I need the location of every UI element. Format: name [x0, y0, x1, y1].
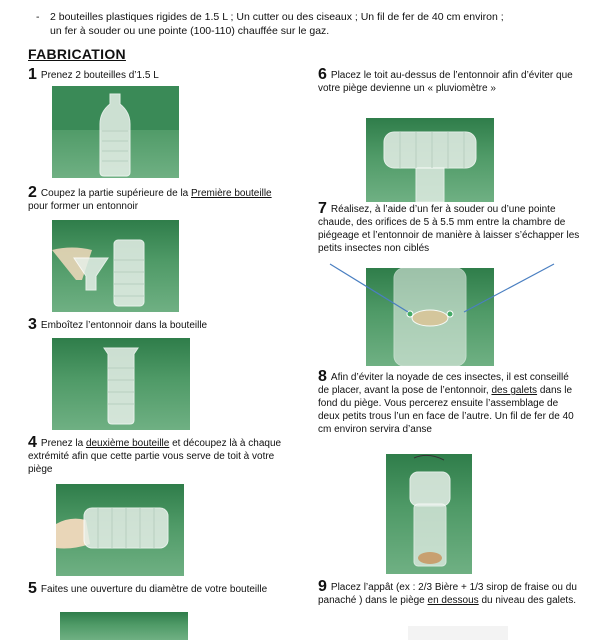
step-text: Prenez la — [40, 438, 86, 449]
step-text: Placez l’appât (ex : 2/3 Bière + 1/3 sirop de fraise ou du panaché ) dans le piège — [318, 582, 577, 606]
step-number: 4 — [28, 434, 37, 451]
photo-roof-placed — [366, 118, 494, 202]
step-4 — [28, 436, 290, 476]
step-number: 2 — [28, 184, 37, 201]
step-text-end: dans le fond du piège. Vous percerez ensuite l’assemblage de deux petits trous l’un en face de l’autre. Un fil de fer de 40 cm environ servira d’anse — [318, 385, 574, 435]
section-heading: FABRICATION — [28, 46, 126, 62]
materials-list — [36, 10, 576, 38]
photo-bait — [408, 626, 508, 640]
step-number: 1 — [28, 66, 37, 83]
photo-funnel-cut — [52, 220, 179, 312]
step-text: Emboîtez l’entonnoir dans la bouteille — [40, 320, 208, 331]
step-text-underlined: en dessous — [427, 595, 479, 606]
step-text: Prenez 2 bouteilles d’1.5 L — [40, 70, 159, 81]
step-number: 3 — [28, 316, 37, 333]
step-number: 6 — [318, 66, 327, 83]
photo-bottle — [52, 86, 179, 178]
materials-line-1: 2 bouteilles plastiques rigides de 1.5 L ; Un cutter ou des ciseaux ; Un fil de fer de 40 cm environ ; — [50, 11, 504, 23]
photo-roof-section — [56, 484, 184, 576]
step-1 — [28, 68, 288, 82]
photo-roof-opening — [60, 612, 188, 640]
step-text: Réalisez, à l’aide d’un fer à souder ou d’une pointe chaude, des orifices de 5 à 5.5 mm entre la chambre de piégeage et l’entonnoir de manière à laisser s’échapper les petits insectes non ciblés — [318, 204, 580, 254]
step-2 — [28, 186, 288, 213]
step-7 — [318, 202, 580, 255]
step-8 — [318, 370, 580, 436]
step-5 — [28, 582, 290, 596]
step-number: 9 — [318, 578, 327, 595]
step-text: Coupez la partie supérieure de la — [40, 188, 191, 199]
step-3 — [28, 318, 288, 332]
step-text-underlined: deuxième bouteille — [85, 438, 170, 449]
step-text: Faites une ouverture du diamètre de votre bouteille — [40, 584, 268, 595]
step-text-underlined: Première bouteille — [191, 188, 272, 199]
step-6 — [318, 68, 580, 95]
step-text-end: du niveau des galets. — [478, 595, 576, 606]
step-text: Afin d’éviter la noyade de ces insectes, il est conseillé de placer, avant la pose de l’entonnoir, — [318, 372, 569, 396]
materials-line-2: un fer à souder ou une pointe (100-110) chauffée sur le gaz. — [50, 25, 330, 37]
list-dash: - — [36, 11, 40, 23]
pointer-arrows — [328, 262, 558, 322]
photo-funnel-inserted — [52, 338, 190, 430]
step-number: 8 — [318, 368, 327, 385]
step-number: 7 — [318, 200, 327, 217]
step-text-end: et découpez là à chaque extrémité afin que cette partie vous serve de toit à votre piège — [28, 438, 282, 475]
step-text-end: pour former un entonnoir — [28, 201, 139, 212]
step-text-underlined: des galets — [491, 385, 538, 396]
photo-assembled-trap — [386, 454, 472, 574]
step-text: Placez le toit au-dessus de l’entonnoir afin d’éviter que votre piège devienne un « pluviomètre » — [318, 70, 573, 94]
step-9 — [318, 580, 580, 607]
step-number: 5 — [28, 580, 37, 597]
